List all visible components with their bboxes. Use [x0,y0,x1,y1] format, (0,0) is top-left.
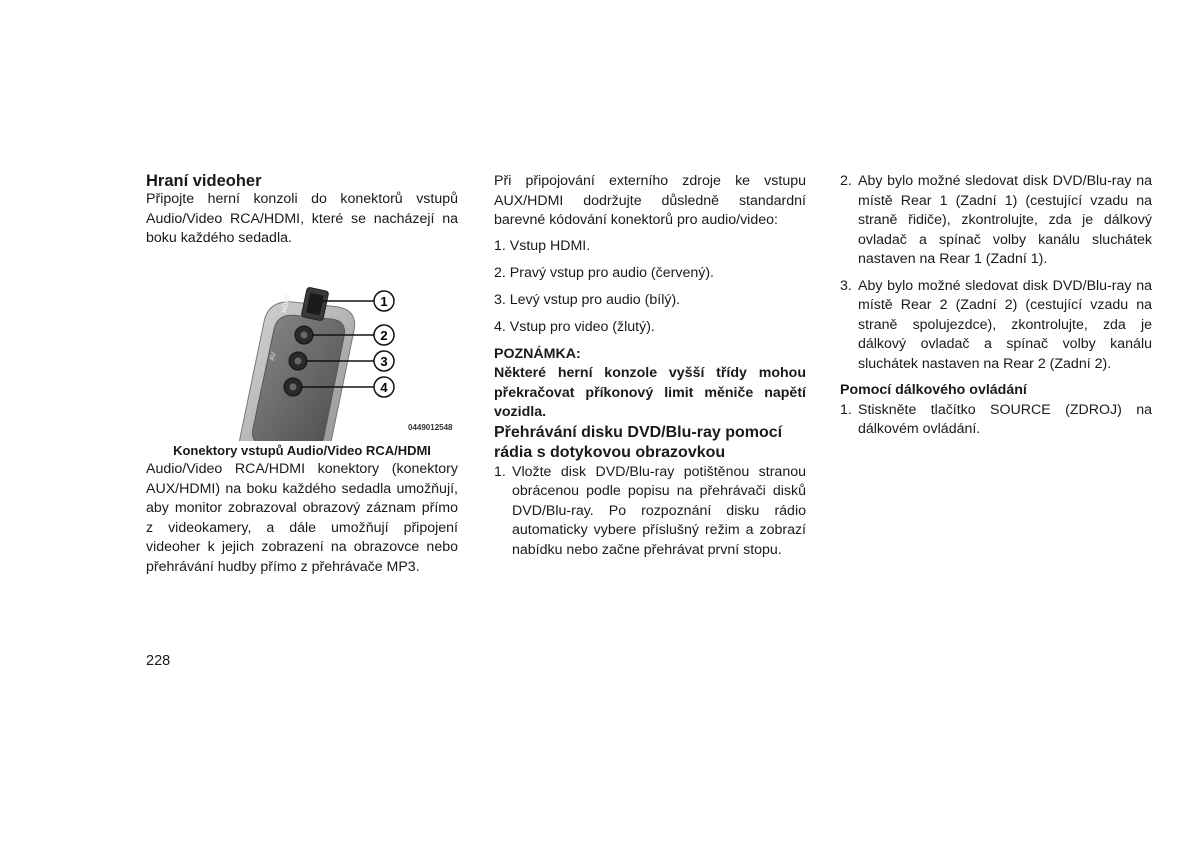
callout-4 [374,377,394,397]
callout-3-label: 3 [380,353,388,369]
sub-heading-remote: Pomocí dálkového ovládání [840,382,1027,398]
step-text: Aby bylo možné sledovat disk DVD/Blu-ray na místě Rear 2 (Zadní 2) (cestující vzadu na straně spolujezdce), zkontrolujte, zda je dálkový ovladač a spínač volby kanálu sluchátek nastaven na Rear 2 (Zadní 2). [858,277,1152,372]
callout-3 [374,351,394,371]
list-item [494,463,806,561]
av-side-label: AV [269,350,278,361]
step-text: Aby bylo možné sledovat disk DVD/Blu-ray na místě Rear 1 (Zadní 1) (cestující vzadu na straně řidiče), zkontrolujte, zda je dálkový ovladač a spínač volby kanálu sluchátek nastaven na Rear 1 (Zadní 1). [858,173,1152,267]
list-item [840,277,1152,375]
callout-1-label: 1 [380,293,388,309]
callout-4-label: 4 [380,379,388,395]
step-number: 2. [840,173,852,189]
callout-2-label: 2 [380,327,388,343]
step-text: Vložte disk DVD/Blu-ray potištěnou stranou obrácenou podle popisu na přehrávači disků DVD/Blu-ray. Po rozpoznání disku rádio automaticky vybere příslušný režim a zobrazí nabídku nebo začne přehrávat první stopu. [512,463,806,558]
list-item: 4. Vstup pro video (žlutý). [494,318,655,335]
figure-code: 0449012548 [408,422,453,432]
rca-jack-video [284,378,302,396]
column-middle [494,172,806,567]
section-heading-dvd: Přehrávání disku DVD/Blu-ray pomocí rádia s dotykovou obrazovkou [494,423,783,461]
hdmi-port-label: HDMI [281,293,292,313]
column-right [840,172,1152,447]
connector-panel-illustration [146,261,458,441]
column-left [146,172,458,577]
connector-figure [146,261,458,441]
note-body: Některé herní konzole vyšší třídy mohou překračovat příkonový limit měniče napětí vozidla. [494,365,806,420]
section-heading-gaming: Hraní videoher [146,172,262,190]
page-number: 228 [146,653,171,669]
callout-1 [374,291,394,311]
note-heading: POZNÁMKA: [494,345,581,362]
body-paragraph: Audio/Video RCA/HDMI konektory (konektory AUX/HDMI) na boku každého sedadla umožňují, aby monitor zobrazoval obrazový záznam přímo z videokamery, a dále umožňují připojení videoher k jejich zobrazení na obrazovce nebo přehrávání hudby přímo z přehrávače MP3. [146,461,458,575]
remote-steps [840,401,1152,440]
rca-jack-left-audio [289,352,307,370]
rca-jack-right-audio [295,326,313,344]
callout-2 [374,325,394,345]
list-item: 1. Vstup HDMI. [494,237,591,254]
figure-caption: Konektory vstupů Audio/Video RCA/HDMI [173,442,431,458]
step-text: Stiskněte tlačítko SOURCE (ZDROJ) na dálkovém ovládání. [858,401,1152,437]
dvd-steps [494,463,806,561]
list-item [840,172,1152,270]
list-item: 3. Levý vstup pro audio (bílý). [494,291,681,308]
panel-housing [239,301,354,440]
step-number: 1. [494,463,506,480]
rear-steps [840,172,1152,374]
step-number: 1. [840,401,852,418]
list-item [840,401,1152,440]
color-coding-intro: Při připojování externího zdroje ke vstupu AUX/HDMI dodržujte důsledně standardní barevné kódování konektorů pro audio/video: [494,173,806,228]
list-item: 2. Pravý vstup pro audio (červený). [494,264,715,281]
connector-list [494,237,806,338]
step-number: 3. [840,277,852,294]
intro-paragraph: Připojte herní konzoli do konektorů vstupů Audio/Video RCA/HDMI, které se nacházejí na boku každého sedadla. [146,191,458,246]
